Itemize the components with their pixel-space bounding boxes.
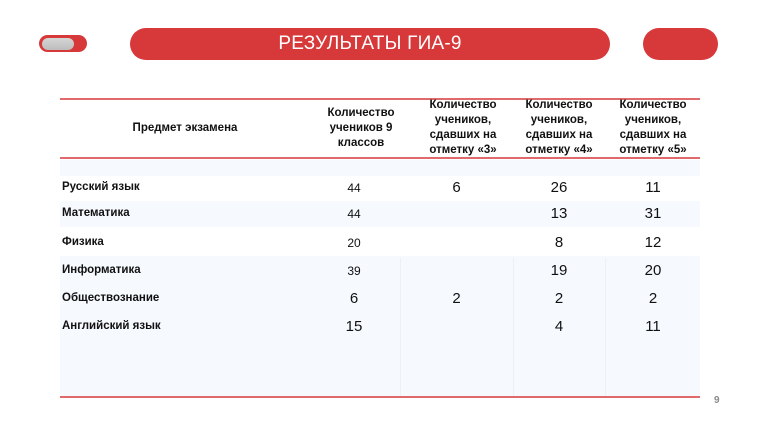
cell-grade5: 20 <box>644 262 662 279</box>
row-subject: Информатика <box>62 264 141 276</box>
toggle-knob <box>42 38 74 50</box>
cell-grade5: 11 <box>645 318 661 335</box>
row-subject: Английский язык <box>62 320 161 332</box>
cell-grade4: 13 <box>550 205 568 222</box>
cell-grade3-merged: 6 <box>452 179 461 196</box>
column-separator <box>513 258 514 398</box>
column-header-grade3: Количество учеников, сдавших на отметку «3» <box>429 99 497 156</box>
cell-grade5: 2 <box>648 290 658 307</box>
decorative-pill <box>643 28 718 60</box>
cell-total: 44 <box>347 181 361 195</box>
results-table <box>60 98 700 398</box>
cell-total: 39 <box>347 264 361 278</box>
table-bottom-rule <box>60 396 700 398</box>
page-title <box>130 28 610 60</box>
row-subject: Русский язык <box>62 181 140 193</box>
cell-total: 6 <box>349 290 359 307</box>
page-title-text: РЕЗУЛЬТАТЫ ГИА-9 <box>278 33 462 54</box>
column-header-grade5: Количество учеников, сдавших на отметку «5» <box>619 99 687 156</box>
cell-grade3-merged: 2 <box>452 290 461 307</box>
row-subject: Математика <box>62 207 130 219</box>
cell-total: 15 <box>345 318 363 335</box>
column-header-subject: Предмет экзамена <box>132 121 238 134</box>
cell-grade5: 12 <box>644 234 662 251</box>
cell-grade4: 19 <box>550 262 568 279</box>
cell-grade4: 2 <box>554 290 564 307</box>
column-separator <box>605 258 606 398</box>
cell-grade5: 31 <box>644 205 662 222</box>
page-number: 9 <box>714 395 720 406</box>
column-header-grade4: Количество учеников, сдавших на отметку «4» <box>525 99 593 156</box>
row-subject: Физика <box>62 236 104 248</box>
cell-grade5: 11 <box>645 179 661 196</box>
column-header-total: Количество учеников 9 классов <box>327 106 395 149</box>
cell-total: 20 <box>347 236 361 250</box>
column-separator <box>400 258 401 398</box>
row-subject: Обществознание <box>62 292 160 304</box>
toggle-decoration <box>39 35 87 52</box>
table-band <box>60 160 700 176</box>
cell-grade4: 26 <box>550 179 568 196</box>
cell-grade4: 8 <box>554 234 564 251</box>
cell-grade4: 4 <box>554 318 564 335</box>
cell-total: 44 <box>347 207 361 221</box>
